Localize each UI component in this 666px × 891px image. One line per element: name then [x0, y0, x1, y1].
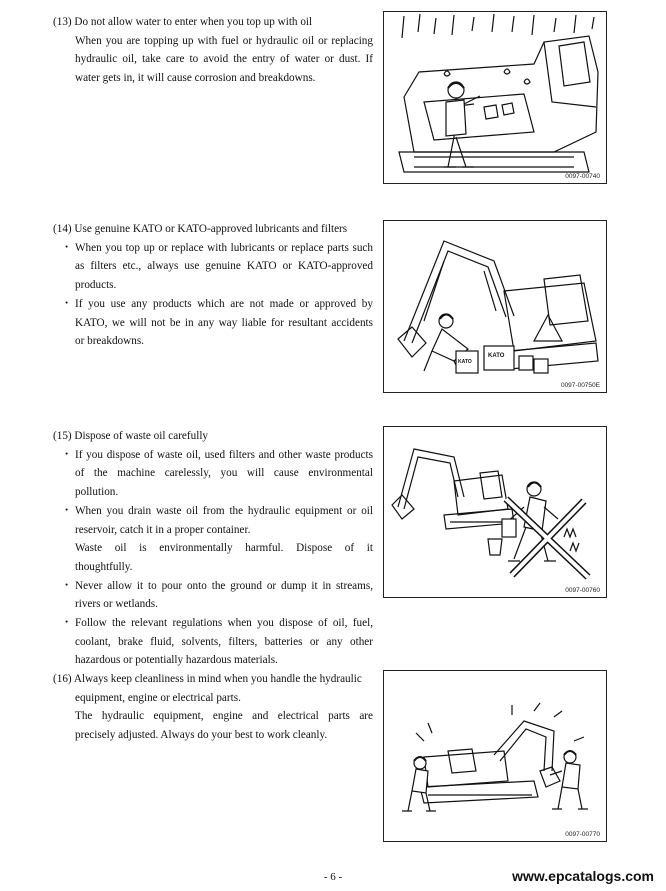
body-line: products.	[75, 279, 117, 292]
body-line: Waste oil is environmentally harmful. Dispose of it	[75, 542, 373, 555]
page-number: - 6 -	[323, 871, 343, 883]
bullet-glyph: ・	[61, 448, 73, 461]
body-line: The hydraulic equipment, engine and electrical parts are	[75, 710, 373, 723]
lubricants-illustration	[384, 221, 606, 392]
body-line: hydraulic oil, take care to avoid the entry of water or dust. If	[75, 53, 373, 66]
figure-topping-up-oil	[383, 11, 607, 184]
bullet-glyph: ・	[61, 241, 73, 254]
bullet-glyph: ・	[61, 297, 73, 310]
section-13	[53, 13, 373, 88]
body-line: pollution.	[75, 486, 119, 499]
body-line: reservoir, catch it in a proper container.	[75, 523, 251, 536]
body-line: If you dispose of waste oil, used filters and other waste products	[75, 448, 373, 461]
body-line: hazardous or potentially hazardous materials.	[75, 654, 278, 667]
bullet-glyph: ・	[61, 617, 73, 630]
figure-genuine-lubricants	[383, 220, 607, 393]
figure-code: 0097-00750E	[560, 382, 600, 389]
figure-waste-oil	[383, 426, 607, 598]
topping-up-illustration	[384, 12, 606, 183]
bullet-item	[53, 614, 373, 670]
section-15-heading: (15) Dispose of waste oil carefully	[53, 430, 209, 442]
body-line: When you are topping up with fuel or hydraulic oil or replacing	[75, 34, 373, 47]
bullet-item	[53, 577, 373, 614]
waste-oil-illustration	[384, 427, 606, 597]
body-line: Follow the relevant regulations when you dispose of oil, fuel,	[75, 617, 373, 630]
body-line: When you drain waste oil from the hydraulic equipment or oil	[75, 504, 373, 517]
figure-cleanliness	[383, 670, 607, 842]
kato-can-label: KATO	[458, 359, 472, 365]
bullet-glyph: ・	[61, 504, 73, 517]
section-16	[53, 670, 373, 745]
body-line: thoughtfully.	[75, 560, 133, 573]
bullet-item	[53, 502, 373, 577]
body-line: of the machine carelessly, you will cause environmental	[75, 467, 373, 480]
figure-code: 0097-00740	[565, 173, 600, 180]
section-14	[53, 220, 373, 351]
bullet-item	[53, 295, 373, 351]
bullet-item	[53, 446, 373, 502]
section-13-heading: (13) Do not allow water to enter when you top up with oil	[53, 16, 313, 28]
figure-code: 0097-00770	[565, 831, 600, 838]
body-line: coolant, brake fluid, solvents, filters, batteries or any other	[75, 635, 373, 648]
section-16-heading: (16) Always keep cleanliness in mind when you handle the hydraulic	[53, 673, 362, 685]
body-line: or breakdowns.	[75, 335, 144, 348]
watermark: www.epcatalogs.com	[512, 868, 654, 884]
body-line: precisely adjusted. Always do your best to work cleanly.	[75, 729, 328, 742]
bullet-item	[53, 239, 373, 295]
cleanliness-illustration	[384, 671, 606, 841]
body-line: rivers or wetlands.	[75, 598, 158, 611]
section-16-heading: equipment, engine or electrical parts.	[75, 691, 241, 704]
body-line: KATO, we will not be in any way liable for resultant accidents	[75, 316, 373, 329]
body-line: If you use any products which are not made or approved by	[75, 297, 373, 310]
bullet-glyph: ・	[61, 579, 73, 592]
section-14-heading: (14) Use genuine KATO or KATO-approved lubricants and filters	[53, 223, 348, 235]
body-line: water gets in, it will cause corrosion and breakdowns.	[75, 72, 316, 85]
section-15	[53, 427, 373, 670]
figure-code: 0097-00760	[565, 587, 600, 594]
body-line: Never allow it to pour onto the ground or dump it in streams,	[75, 579, 373, 592]
body-line: as filters etc., always use genuine KATO or KATO-approved	[75, 260, 373, 273]
kato-box-label: KATO	[488, 353, 505, 359]
body-line: When you top up or replace with lubricants or replace parts such	[75, 241, 373, 254]
